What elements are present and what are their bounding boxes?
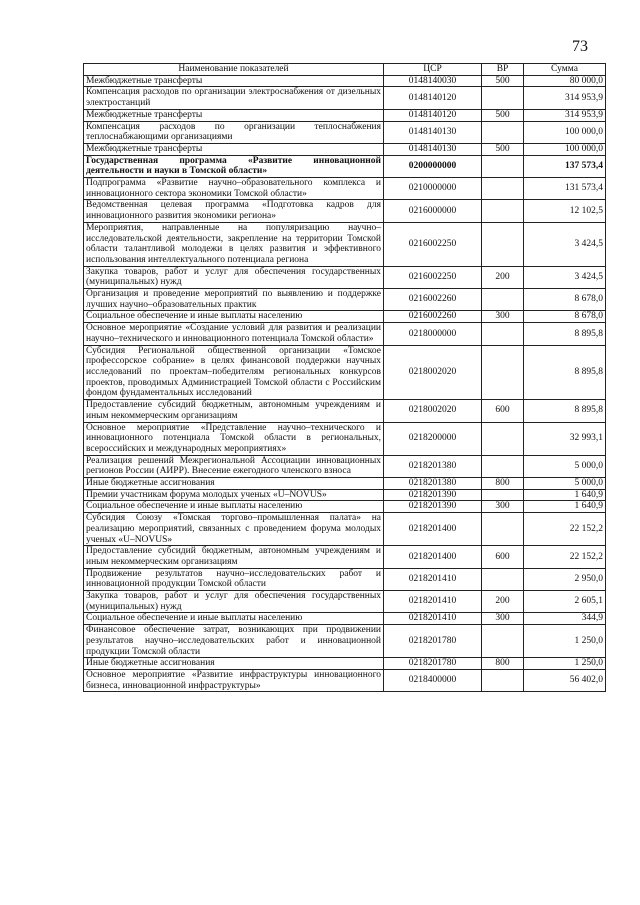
cell-name: Компенсация расходов по организации электроснабжения от дизельных электростанций xyxy=(84,87,384,109)
budget-table xyxy=(83,63,606,692)
cell-vr xyxy=(482,513,524,546)
cell-vr: 500 xyxy=(482,75,524,87)
cell-sum: 8 895,8 xyxy=(524,400,606,422)
cell-csr: 0218201780 xyxy=(384,658,482,670)
table-row xyxy=(84,311,606,323)
table-row xyxy=(84,266,606,288)
cell-sum: 22 152,2 xyxy=(524,513,606,546)
table-row xyxy=(84,625,606,658)
cell-vr xyxy=(482,568,524,590)
table-body xyxy=(84,75,606,692)
cell-name: Основное мероприятие «Представление научно–технического и инновационного потенциала Томской области в региональных, всероссийских и международных мероприятиях» xyxy=(84,422,384,455)
cell-csr: 0218201380 xyxy=(384,455,482,477)
cell-vr xyxy=(482,155,524,177)
cell-csr: 0148140120 xyxy=(384,109,482,121)
cell-sum: 8 895,8 xyxy=(524,345,606,400)
cell-sum: 1 250,0 xyxy=(524,625,606,658)
cell-sum: 32 993,1 xyxy=(524,422,606,455)
cell-name: Мероприятия, направленные на популяризацию научно–исследовательской деятельности, закрепление на территории Томской области талантливой молодежи в целях развития и эффективного использования интеллектуального потенциала региона xyxy=(84,222,384,266)
cell-csr: 0148140030 xyxy=(384,75,482,87)
cell-vr: 300 xyxy=(482,613,524,625)
cell-vr: 200 xyxy=(482,266,524,288)
cell-vr: 800 xyxy=(482,658,524,670)
cell-csr: 0218200000 xyxy=(384,422,482,455)
table-row xyxy=(84,455,606,477)
cell-name: Предоставление субсидий бюджетным, автономным учреждениям и иным некоммерческим организациям xyxy=(84,546,384,568)
table-row xyxy=(84,568,606,590)
cell-name: Предоставление субсидий бюджетным, автономным учреждениям и иным некоммерческим организациям xyxy=(84,400,384,422)
cell-vr xyxy=(482,289,524,311)
cell-csr: 0218201400 xyxy=(384,546,482,568)
cell-csr: 0218201400 xyxy=(384,513,482,546)
table-row xyxy=(84,591,606,613)
cell-name: Организация и проведение мероприятий по выявлению и поддержке лучших научно–образовательных практик xyxy=(84,289,384,311)
table-row xyxy=(84,155,606,177)
cell-csr: 0218002020 xyxy=(384,400,482,422)
cell-name: Ведомственная целевая программа «Подготовка кадров для инновационного развития экономики региона» xyxy=(84,200,384,222)
table-row xyxy=(84,489,606,501)
cell-sum: 314 953,9 xyxy=(524,109,606,121)
cell-sum: 56 402,0 xyxy=(524,669,606,691)
cell-sum: 137 573,4 xyxy=(524,155,606,177)
cell-vr: 500 xyxy=(482,109,524,121)
table-row xyxy=(84,669,606,691)
cell-vr xyxy=(482,669,524,691)
cell-vr xyxy=(482,200,524,222)
table-row xyxy=(84,143,606,155)
table-header-row xyxy=(84,64,606,76)
cell-name: Социальное обеспечение и иные выплаты населению xyxy=(84,311,384,323)
cell-name: Компенсация расходов по организации теплоснабжения теплоснабжающими организациями xyxy=(84,121,384,143)
table-row xyxy=(84,658,606,670)
cell-vr xyxy=(482,455,524,477)
cell-name: Субсидия Региональной общественной организации «Томское профессорское собрание» в целях финансовой поддержки научных исследований по проектам–победителям региональных конкурсов проектов, проводимых Администрацией Томской области с Российским фондом фундаментальных исследований xyxy=(84,345,384,400)
cell-name: Реализация решений Межрегиональной Ассоциации инновационных регионов России (АИРР). Внесение ежегодного членского взноса xyxy=(84,455,384,477)
cell-name: Закупка товаров, работ и услуг для обеспечения государственных (муниципальных) нужд xyxy=(84,591,384,613)
cell-name: Премии участникам форума молодых ученых «U–NOVUS» xyxy=(84,489,384,501)
cell-csr: 0216002250 xyxy=(384,266,482,288)
cell-csr: 0218201410 xyxy=(384,568,482,590)
cell-sum: 131 573,4 xyxy=(524,178,606,200)
cell-vr: 500 xyxy=(482,143,524,155)
cell-name: Межбюджетные трансферты xyxy=(84,143,384,155)
cell-sum: 22 152,2 xyxy=(524,546,606,568)
cell-name: Продвижение результатов научно–исследовательских работ и инновационной продукции Томской области xyxy=(84,568,384,590)
cell-sum: 3 424,5 xyxy=(524,266,606,288)
cell-name: Межбюджетные трансферты xyxy=(84,109,384,121)
cell-name: Государственная программа «Развитие инновационной деятельности и науки в Томской области» xyxy=(84,155,384,177)
cell-csr: 0218201390 xyxy=(384,501,482,513)
table-row xyxy=(84,613,606,625)
cell-csr: 0218201390 xyxy=(384,489,482,501)
cell-name: Основное мероприятие «Развитие инфраструктуры инновационного бизнеса, инновационной инфраструктуры» xyxy=(84,669,384,691)
table-row xyxy=(84,513,606,546)
cell-name: Межбюджетные трансферты xyxy=(84,75,384,87)
cell-csr: 0218201410 xyxy=(384,591,482,613)
cell-sum: 12 102,5 xyxy=(524,200,606,222)
cell-vr xyxy=(482,625,524,658)
cell-sum: 100 000,0 xyxy=(524,143,606,155)
cell-name: Иные бюджетные ассигнования xyxy=(84,658,384,670)
table-row xyxy=(84,501,606,513)
cell-sum: 314 953,9 xyxy=(524,87,606,109)
cell-sum: 8 678,0 xyxy=(524,311,606,323)
cell-vr: 200 xyxy=(482,591,524,613)
table-row xyxy=(84,109,606,121)
table-row xyxy=(84,121,606,143)
table-row xyxy=(84,422,606,455)
cell-vr xyxy=(482,178,524,200)
cell-sum: 8 895,8 xyxy=(524,323,606,345)
cell-sum: 8 678,0 xyxy=(524,289,606,311)
cell-csr: 0218000000 xyxy=(384,323,482,345)
table-row xyxy=(84,87,606,109)
table-row xyxy=(84,178,606,200)
cell-csr: 0218002020 xyxy=(384,345,482,400)
cell-csr: 0210000000 xyxy=(384,178,482,200)
cell-csr: 0216002250 xyxy=(384,222,482,266)
cell-vr: 800 xyxy=(482,478,524,490)
table-row xyxy=(84,345,606,400)
cell-sum: 3 424,5 xyxy=(524,222,606,266)
cell-csr: 0148140120 xyxy=(384,87,482,109)
cell-sum: 1 640,9 xyxy=(524,501,606,513)
cell-vr: 300 xyxy=(482,501,524,513)
cell-sum: 80 000,0 xyxy=(524,75,606,87)
cell-vr xyxy=(482,121,524,143)
cell-sum: 344,9 xyxy=(524,613,606,625)
cell-name: Подпрограмма «Развитие научно–образовательного комплекса и инновационного сектора экономики Томской области» xyxy=(84,178,384,200)
table-row xyxy=(84,478,606,490)
cell-csr: 0200000000 xyxy=(384,155,482,177)
cell-vr xyxy=(482,422,524,455)
cell-sum: 2 605,1 xyxy=(524,591,606,613)
cell-vr xyxy=(482,489,524,501)
header-name: Наименование показателей xyxy=(84,64,384,76)
cell-sum: 5 000,0 xyxy=(524,455,606,477)
table-row xyxy=(84,75,606,87)
cell-csr: 0218201780 xyxy=(384,625,482,658)
table-row xyxy=(84,400,606,422)
cell-vr: 300 xyxy=(482,311,524,323)
cell-name: Закупка товаров, работ и услуг для обеспечения государственных (муниципальных) нужд xyxy=(84,266,384,288)
cell-vr: 600 xyxy=(482,546,524,568)
header-csr: ЦСР xyxy=(384,64,482,76)
cell-sum: 100 000,0 xyxy=(524,121,606,143)
table-row xyxy=(84,200,606,222)
cell-vr xyxy=(482,345,524,400)
cell-sum: 1 640,9 xyxy=(524,489,606,501)
table-row xyxy=(84,323,606,345)
cell-sum: 1 250,0 xyxy=(524,658,606,670)
cell-csr: 0216000000 xyxy=(384,200,482,222)
header-sum: Сумма xyxy=(524,64,606,76)
cell-csr: 0218201410 xyxy=(384,613,482,625)
cell-csr: 0218201380 xyxy=(384,478,482,490)
cell-vr xyxy=(482,87,524,109)
cell-name: Субсидия Союзу «Томская торгово–промышленная палата» на реализацию мероприятий, связанных с проведением форума молодых ученых «U–NOVUS» xyxy=(84,513,384,546)
cell-name: Социальное обеспечение и иные выплаты населению xyxy=(84,501,384,513)
cell-name: Иные бюджетные ассигнования xyxy=(84,478,384,490)
cell-csr: 0148140130 xyxy=(384,143,482,155)
cell-name: Основное мероприятие «Создание условий для развития и реализации научно–технического и инновационного потенциала Томской области» xyxy=(84,323,384,345)
cell-name: Финансовое обеспечение затрат, возникающих при продвижении результатов научно–исследовательских работ и инновационной продукции Томской области xyxy=(84,625,384,658)
cell-sum: 5 000,0 xyxy=(524,478,606,490)
page-number: 73 xyxy=(572,38,588,55)
cell-csr: 0216002260 xyxy=(384,311,482,323)
header-vr: ВР xyxy=(482,64,524,76)
cell-sum: 2 950,0 xyxy=(524,568,606,590)
cell-csr: 0216002260 xyxy=(384,289,482,311)
cell-csr: 0218400000 xyxy=(384,669,482,691)
cell-vr xyxy=(482,222,524,266)
table-row xyxy=(84,546,606,568)
table-row xyxy=(84,222,606,266)
cell-csr: 0148140130 xyxy=(384,121,482,143)
table-row xyxy=(84,289,606,311)
cell-vr: 600 xyxy=(482,400,524,422)
cell-vr xyxy=(482,323,524,345)
cell-name: Социальное обеспечение и иные выплаты населению xyxy=(84,613,384,625)
